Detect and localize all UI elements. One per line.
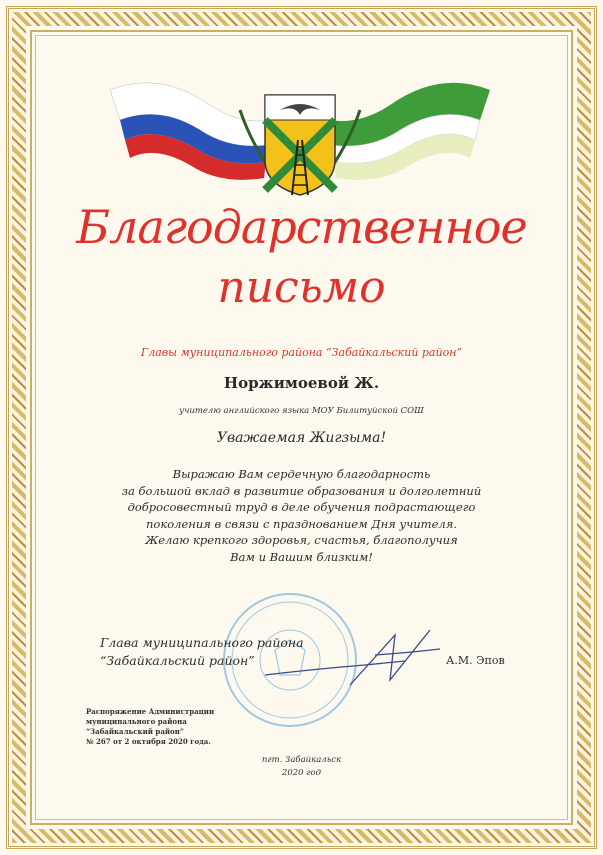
order-reference [86,707,214,747]
order-line: “Забайкальский район” [86,727,184,736]
recipient-name: Норжимоевой Ж. [223,374,380,392]
signer-name: А.М. Эпов [446,654,505,667]
issuer-subtitle: Главы муниципального района “Забайкальский район” [140,346,463,359]
signer-title-line: “Забайкальский район” [100,653,255,668]
body-line: Желаю крепкого здоровья, счастья, благополучия [145,533,458,547]
title-line-1: Благодарственное [76,200,527,254]
order-line: Распоряжение Администрации [86,707,215,716]
body-text [0,466,603,565]
title-line-2: письмо [217,262,386,313]
body-line: добросовестный труд в деле обучения подрастающего [127,500,476,514]
body-line: поколения в связи с празднованием Дня учителя. [146,516,457,531]
body-line: Вам и Вашим близким! [230,549,373,564]
coat-of-arms-emblem [100,50,500,200]
signer-title-line: Глава муниципального района [100,635,304,650]
place: пгт. Забайкальск [261,755,342,765]
order-line: № 267 от 2 октября 2020 года. [86,737,211,746]
order-line: муниципального района [86,717,187,726]
place-and-year [0,754,603,780]
year: 2020 год [281,768,322,778]
body-line: Выражаю Вам сердечную благодарность [172,467,431,481]
body-line: за большой вклад в развитие образования и долголетний [121,483,482,498]
handwritten-signature [255,625,445,695]
recipient-position: учителю английского языка МОУ Билитуйской СОШ [179,406,424,416]
greeting: Уважаемая Жигзыма! [216,430,387,446]
